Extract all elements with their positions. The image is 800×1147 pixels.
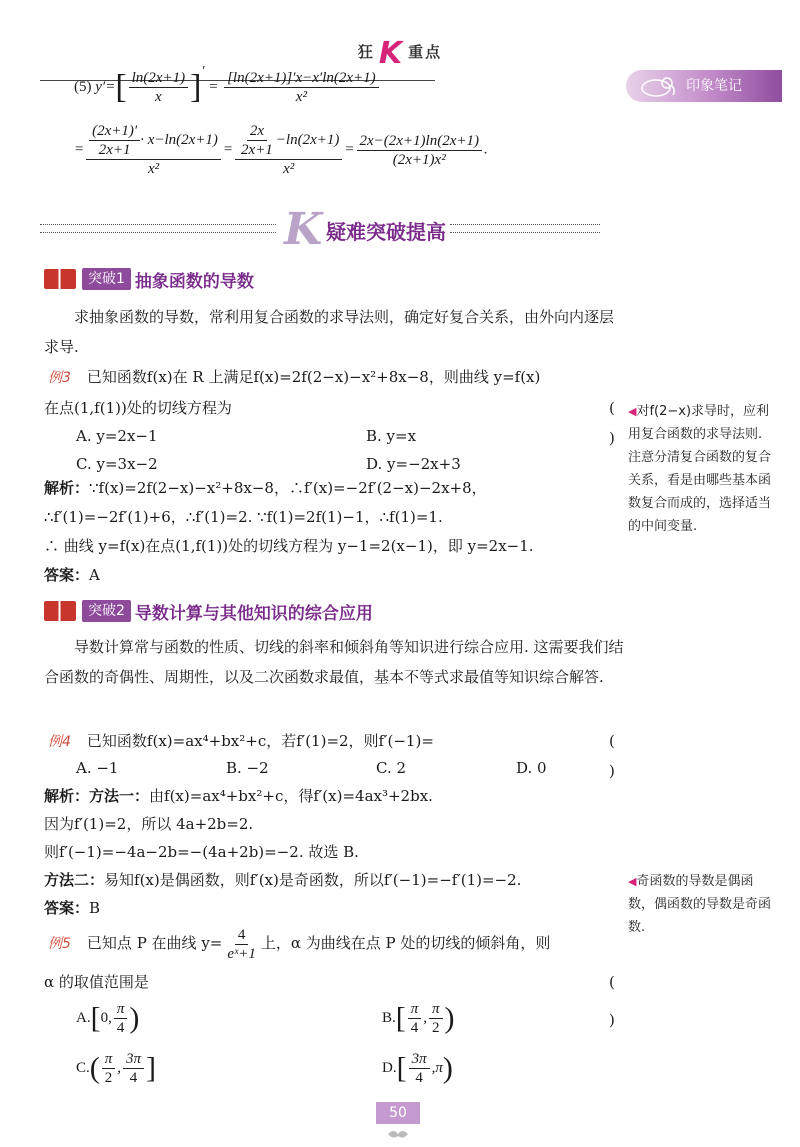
triangle-pointer-icon: ◀ [628, 875, 637, 888]
k-logo-icon: K [284, 204, 323, 255]
option-c: C. 2 [376, 759, 407, 777]
example-5-option-b: B.[ $\frac{\pi}{4}$ , $\frac{\pi}{2}$ ) [382, 1001, 455, 1036]
bird-icon [386, 1126, 410, 1140]
side-note-1: ◀对f(2−x)求导时，应利用复合函数的求导法则. 注意分清复合函数的复合关系，看是由哪些基本函数复合而成的，选择适当的中间变量. [628, 404, 772, 534]
example-3: 例3 已知函数f(x)在 R 上满足f(x)=2f(2−x)−x²+8x−8，则曲线 y=f(x) 在点(1,f(1))处的切线方程为 ( ) [44, 362, 624, 423]
page-header: 狂 K 重点 [357, 36, 443, 71]
elephant-icon [636, 74, 680, 98]
triangle-pointer-icon: ◀ [628, 405, 637, 418]
option-a: A. y=2x−1 [76, 427, 158, 445]
dotted-rule-right [450, 224, 600, 233]
break-1-heading: 突破1 抽象函数的导数 [44, 266, 254, 292]
example-tag: 例4 [48, 734, 71, 750]
option-d: D. 0 [516, 759, 547, 777]
formula-5-line1: (5) y′=[ $\frac{\ln(2x+1)}{x}$ ]′ = $\frac{[\ln(2x+1)]'x-x'\ln(2x+1)}{\text{x²}}$ [74, 64, 381, 106]
dotted-rule-left [40, 224, 276, 233]
example-5-option-a: A.[0, $\frac{\pi}{4}$ ) [76, 1001, 140, 1036]
option-b: B. y=x [366, 427, 417, 445]
break-1-intro: 求抽象函数的导数，常利用复合函数的求导法则，确定好复合关系，由外向内逐层求导. [44, 308, 615, 356]
book-icon [44, 269, 76, 289]
example-5: 例5 已知点 P 在曲线 y= $\frac{4}{\text{eˣ+1}}$ 上，α 为曲线在点 P 处的切线的倾斜角，则 α 的取值范围是 ( ) [44, 926, 615, 1029]
example-5-option-c: C.( $\frac{\pi}{2}$ , $\frac{3\pi}{4}$ ] [76, 1051, 157, 1086]
formula-5-line2: = $\frac{(2x+1)'}{2x+1}$ · x−ln(2x+1) x² = $\frac{2x}{2x+1}$ −ln(2x+1) x² = $\frac{2x-(2x+1)\ln(2x+1)}{\text{(2x+1)x²}}$ . [74, 123, 488, 177]
note-tab: 印象笔记 [626, 70, 782, 102]
section-title: K 疑难突破提高 [40, 216, 600, 246]
k-logo-icon: K [378, 36, 405, 71]
option-a: A. −1 [76, 759, 119, 777]
example-3-solution: 解析：∵f(x)=2f(2−x)−x²+8x−8，∴f′(x)=−2f′(2−x)−2x+8， ∴f′(1)=−2f′(1)+6，∴f′(1)=2. ∵f(1)=2f(1)−1，∴f(1)=1. ∴ 曲线 y=f(x)在点(1,f(1))处的切线方程为 y−1=2(x−1)，即 y=2x−1. 答案：A [44, 479, 534, 584]
example-tag: 例3 [48, 370, 71, 386]
option-d: D. y=−2x+3 [366, 455, 461, 473]
side-note-2: ◀奇函数的导数是偶函数，偶函数的导数是奇函数. [628, 874, 772, 935]
example-3-options [76, 422, 616, 478]
example-tag: 例5 [48, 936, 71, 952]
page-number: 50 [376, 1102, 420, 1124]
option-c: C. y=3x−2 [76, 455, 158, 473]
option-b: B. −2 [226, 759, 269, 777]
example-5-option-d: D.[ $\frac{3\pi}{4}$ ,π) [382, 1051, 453, 1086]
break-2-heading: 突破2 导数计算与其他知识的综合应用 [44, 598, 373, 624]
book-icon [44, 601, 76, 621]
break-2-intro: 导数计算常与函数的性质、切线的斜率和倾斜角等知识进行综合应用. 这需要我们结合函数的奇偶性、周期性，以及二次函数求最值，基本不等式求最值等知识综合解答. [44, 638, 624, 686]
example-4-solution: 解析：方法一：由f(x)=ax⁴+bx²+c，得f′(x)=4ax³+2bx. 因为f′(1)=2，所以 4a+2b=2. 则f′(−1)=−4a−2b=−(4a+2b)=−2. 故选 B. 方法二：易知f(x)是偶函数，则f′(x)是奇函数，所以f′(−1)=−f′(1)=−2. 答案：B [44, 787, 522, 917]
example-4-options [76, 754, 616, 782]
example-4: 例4 已知函数f(x)=ax⁴+bx²+c，若f′(1)=2，则f′(−1)= ( ) [44, 726, 624, 757]
